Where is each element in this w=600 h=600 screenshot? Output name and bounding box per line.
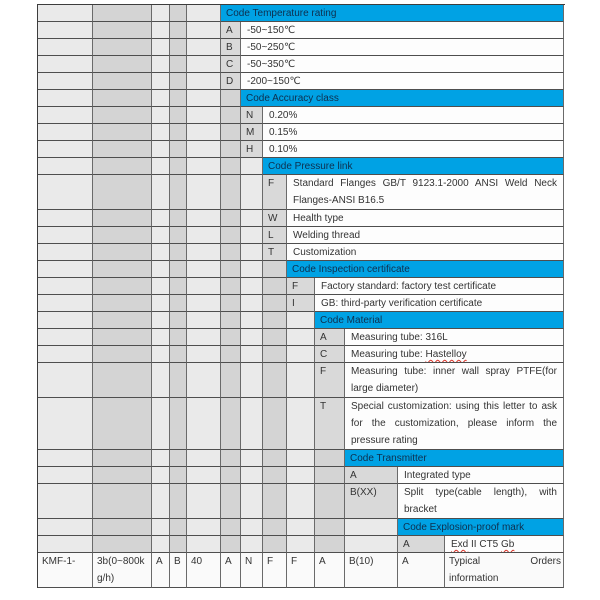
desc-cell: GB: third-party verification certificate	[315, 295, 564, 312]
empty-cell	[241, 244, 263, 261]
empty-cell	[241, 261, 263, 278]
empty-cell	[93, 227, 152, 244]
empty-cell	[38, 278, 93, 295]
example-cell: F	[263, 553, 287, 588]
empty-cell	[221, 175, 241, 210]
empty-cell	[187, 124, 221, 141]
empty-cell	[170, 5, 187, 22]
empty-cell	[187, 346, 221, 363]
empty-cell	[170, 329, 187, 346]
empty-cell	[93, 158, 152, 175]
empty-cell	[241, 295, 263, 312]
empty-cell	[170, 450, 187, 467]
section-header-row	[38, 519, 565, 536]
empty-cell	[221, 312, 241, 329]
option-row	[38, 363, 565, 398]
example-cell: A	[221, 553, 241, 588]
empty-cell	[187, 22, 221, 39]
empty-cell	[263, 329, 287, 346]
empty-cell	[241, 484, 263, 519]
code-cell: L	[263, 227, 287, 244]
empty-cell	[170, 536, 187, 553]
empty-cell	[345, 536, 398, 553]
code-cell: B	[221, 39, 241, 56]
desc-cell: Exd II CT5 Gb	[445, 536, 564, 553]
empty-cell	[38, 363, 93, 398]
empty-cell	[170, 467, 187, 484]
example-cell: Typical Orders information	[445, 553, 564, 588]
empty-cell	[170, 244, 187, 261]
empty-cell	[152, 450, 170, 467]
option-row	[38, 398, 565, 450]
empty-cell	[170, 312, 187, 329]
empty-cell	[315, 450, 345, 467]
empty-cell	[221, 329, 241, 346]
empty-cell	[38, 227, 93, 244]
empty-cell	[263, 278, 287, 295]
option-row	[38, 244, 565, 261]
empty-cell	[287, 519, 315, 536]
empty-cell	[93, 484, 152, 519]
empty-cell	[152, 158, 170, 175]
empty-cell	[93, 536, 152, 553]
empty-cell	[315, 484, 345, 519]
empty-cell	[38, 107, 93, 124]
desc-cell: -50~250℃	[241, 39, 564, 56]
empty-cell	[187, 450, 221, 467]
code-cell: T	[315, 398, 345, 450]
empty-cell	[187, 244, 221, 261]
empty-cell	[241, 329, 263, 346]
option-row	[38, 346, 565, 363]
desc-cell: 0.15%	[263, 124, 564, 141]
empty-cell	[170, 158, 187, 175]
section-header-row	[38, 312, 565, 329]
option-row	[38, 227, 565, 244]
empty-cell	[187, 158, 221, 175]
empty-cell	[315, 519, 345, 536]
empty-cell	[287, 467, 315, 484]
empty-cell	[287, 398, 315, 450]
empty-cell	[187, 398, 221, 450]
empty-cell	[93, 450, 152, 467]
empty-cell	[93, 56, 152, 73]
code-cell: T	[263, 244, 287, 261]
option-row	[38, 141, 565, 158]
empty-cell	[93, 519, 152, 536]
section-header: Code Explosion-proof mark	[398, 519, 564, 536]
empty-cell	[221, 450, 241, 467]
empty-cell	[93, 312, 152, 329]
empty-cell	[93, 278, 152, 295]
empty-cell	[221, 124, 241, 141]
empty-cell	[170, 261, 187, 278]
section-header: Code Transmitter	[345, 450, 564, 467]
empty-cell	[241, 158, 263, 175]
empty-cell	[263, 536, 287, 553]
code-cell: F	[315, 363, 345, 398]
empty-cell	[152, 175, 170, 210]
code-cell: C	[221, 56, 241, 73]
empty-cell	[187, 56, 221, 73]
code-cell: A	[221, 22, 241, 39]
empty-cell	[241, 536, 263, 553]
empty-cell	[38, 5, 93, 22]
empty-cell	[152, 210, 170, 227]
empty-cell	[152, 484, 170, 519]
empty-cell	[287, 484, 315, 519]
section-header: Code Pressure link	[263, 158, 564, 175]
empty-cell	[152, 519, 170, 536]
empty-cell	[93, 107, 152, 124]
empty-cell	[38, 124, 93, 141]
empty-cell	[221, 467, 241, 484]
empty-cell	[170, 124, 187, 141]
empty-cell	[263, 450, 287, 467]
empty-cell	[221, 398, 241, 450]
empty-cell	[287, 450, 315, 467]
empty-cell	[221, 346, 241, 363]
misspelled-word: Gb	[501, 539, 515, 550]
empty-cell	[187, 278, 221, 295]
option-row	[38, 210, 565, 227]
empty-cell	[187, 90, 221, 107]
code-cell: A	[398, 536, 445, 553]
empty-cell	[187, 261, 221, 278]
example-cell: A	[152, 553, 170, 588]
empty-cell	[187, 175, 221, 210]
empty-cell	[93, 39, 152, 56]
empty-cell	[241, 175, 263, 210]
empty-cell	[241, 210, 263, 227]
empty-cell	[187, 329, 221, 346]
desc-cell: Integrated type	[398, 467, 564, 484]
empty-cell	[263, 519, 287, 536]
empty-cell	[93, 467, 152, 484]
empty-cell	[38, 467, 93, 484]
empty-cell	[152, 22, 170, 39]
empty-cell	[93, 398, 152, 450]
selection-table	[37, 4, 565, 588]
section-header: Code Material	[315, 312, 564, 329]
empty-cell	[93, 244, 152, 261]
code-cell: I	[287, 295, 315, 312]
empty-cell	[187, 484, 221, 519]
empty-cell	[187, 519, 221, 536]
code-cell: M	[241, 124, 263, 141]
empty-cell	[263, 261, 287, 278]
empty-cell	[221, 244, 241, 261]
empty-cell	[152, 39, 170, 56]
empty-cell	[38, 536, 93, 553]
empty-cell	[263, 363, 287, 398]
empty-cell	[152, 312, 170, 329]
empty-cell	[93, 124, 152, 141]
empty-cell	[187, 210, 221, 227]
empty-cell	[152, 363, 170, 398]
empty-cell	[170, 227, 187, 244]
section-header: Code Inspection certificate	[287, 261, 564, 278]
misspelled-word: Hastelloy	[425, 349, 467, 360]
empty-cell	[152, 73, 170, 90]
empty-cell	[93, 346, 152, 363]
empty-cell	[221, 519, 241, 536]
empty-cell	[152, 467, 170, 484]
option-row	[38, 329, 565, 346]
empty-cell	[38, 90, 93, 107]
empty-cell	[38, 175, 93, 210]
desc-cell: Customization	[287, 244, 564, 261]
example-cell: 3b(0~800k g/h)	[93, 553, 152, 588]
empty-cell	[152, 124, 170, 141]
desc-cell: -200~150℃	[241, 73, 564, 90]
empty-cell	[38, 141, 93, 158]
misspelled-word: Exd	[451, 539, 469, 550]
empty-cell	[221, 363, 241, 398]
option-row	[38, 175, 565, 210]
empty-cell	[187, 227, 221, 244]
empty-cell	[187, 363, 221, 398]
empty-cell	[170, 346, 187, 363]
empty-cell	[241, 312, 263, 329]
empty-cell	[241, 346, 263, 363]
code-cell: A	[315, 329, 345, 346]
empty-cell	[170, 519, 187, 536]
empty-cell	[38, 398, 93, 450]
empty-cell	[38, 22, 93, 39]
empty-cell	[38, 450, 93, 467]
empty-cell	[170, 398, 187, 450]
option-row	[38, 278, 565, 295]
empty-cell	[263, 295, 287, 312]
empty-cell	[170, 56, 187, 73]
empty-cell	[152, 90, 170, 107]
empty-cell	[152, 278, 170, 295]
empty-cell	[152, 346, 170, 363]
code-cell: B(XX)	[345, 484, 398, 519]
empty-cell	[187, 5, 221, 22]
empty-cell	[287, 312, 315, 329]
option-row	[38, 56, 565, 73]
empty-cell	[38, 244, 93, 261]
empty-cell	[241, 519, 263, 536]
empty-cell	[170, 484, 187, 519]
empty-cell	[221, 536, 241, 553]
empty-cell	[93, 363, 152, 398]
empty-cell	[263, 398, 287, 450]
empty-cell	[152, 329, 170, 346]
empty-cell	[221, 210, 241, 227]
section-header: Code Accuracy class	[241, 90, 564, 107]
empty-cell	[187, 467, 221, 484]
empty-cell	[38, 73, 93, 90]
desc-cell: Welding thread	[287, 227, 564, 244]
empty-cell	[170, 90, 187, 107]
desc-cell: Special customization: using this letter to ask for the customization, please inform the pressure rating	[345, 398, 564, 450]
empty-cell	[152, 141, 170, 158]
desc-cell: Measuring tube: inner wall spray PTFE(for large diameter)	[345, 363, 564, 398]
empty-cell	[221, 295, 241, 312]
code-cell: N	[241, 107, 263, 124]
empty-cell	[170, 73, 187, 90]
empty-cell	[187, 107, 221, 124]
empty-cell	[38, 346, 93, 363]
empty-cell	[315, 467, 345, 484]
code-cell: F	[287, 278, 315, 295]
empty-cell	[152, 107, 170, 124]
empty-cell	[263, 484, 287, 519]
empty-cell	[93, 90, 152, 107]
empty-cell	[221, 484, 241, 519]
example-cell: N	[241, 553, 263, 588]
empty-cell	[170, 295, 187, 312]
empty-cell	[287, 363, 315, 398]
empty-cell	[152, 227, 170, 244]
code-cell: H	[241, 141, 263, 158]
empty-cell	[152, 244, 170, 261]
empty-cell	[187, 295, 221, 312]
code-cell: A	[345, 467, 398, 484]
empty-cell	[187, 536, 221, 553]
empty-cell	[152, 536, 170, 553]
empty-cell	[93, 295, 152, 312]
empty-cell	[263, 467, 287, 484]
empty-cell	[170, 363, 187, 398]
empty-cell	[287, 329, 315, 346]
empty-cell	[152, 56, 170, 73]
empty-cell	[93, 5, 152, 22]
option-row	[38, 295, 565, 312]
section-header-row	[38, 261, 565, 278]
empty-cell	[93, 210, 152, 227]
empty-cell	[221, 90, 241, 107]
empty-cell	[38, 261, 93, 278]
empty-cell	[38, 210, 93, 227]
example-cell: B(10)	[345, 553, 398, 588]
empty-cell	[93, 141, 152, 158]
section-header-row	[38, 90, 565, 107]
empty-cell	[241, 363, 263, 398]
option-row	[38, 124, 565, 141]
section-header-row	[38, 158, 565, 175]
option-row	[38, 73, 565, 90]
empty-cell	[170, 39, 187, 56]
empty-cell	[152, 261, 170, 278]
empty-cell	[93, 329, 152, 346]
desc-cell: Health type	[287, 210, 564, 227]
example-cell: A	[398, 553, 445, 588]
empty-cell	[221, 261, 241, 278]
empty-cell	[241, 227, 263, 244]
code-cell: D	[221, 73, 241, 90]
empty-cell	[287, 346, 315, 363]
desc-cell: -50~150℃	[241, 22, 564, 39]
desc-cell: Standard Flanges GB/T 9123.1-2000 ANSI Weld Neck Flanges-ANSI B16.5	[287, 175, 564, 210]
section-header: Code Temperature rating	[221, 5, 564, 22]
desc-cell: Measuring tube: 316L	[345, 329, 564, 346]
empty-cell	[221, 107, 241, 124]
empty-cell	[93, 22, 152, 39]
example-cell: A	[315, 553, 345, 588]
empty-cell	[263, 346, 287, 363]
empty-cell	[241, 278, 263, 295]
desc-cell: Split type(cable length), with bracket	[398, 484, 564, 519]
empty-cell	[287, 536, 315, 553]
desc-cell: Factory standard: factory test certificate	[315, 278, 564, 295]
empty-cell	[187, 39, 221, 56]
option-row	[38, 484, 565, 519]
empty-cell	[152, 5, 170, 22]
code-cell: W	[263, 210, 287, 227]
empty-cell	[38, 519, 93, 536]
empty-cell	[170, 278, 187, 295]
option-row	[38, 536, 565, 553]
empty-cell	[93, 175, 152, 210]
empty-cell	[38, 295, 93, 312]
example-row	[38, 553, 565, 588]
empty-cell	[187, 73, 221, 90]
empty-cell	[152, 295, 170, 312]
desc-cell: 0.20%	[263, 107, 564, 124]
empty-cell	[241, 467, 263, 484]
empty-cell	[38, 329, 93, 346]
option-row	[38, 39, 565, 56]
code-cell: C	[315, 346, 345, 363]
code-cell: F	[263, 175, 287, 210]
empty-cell	[170, 22, 187, 39]
desc-cell: -50~350℃	[241, 56, 564, 73]
option-row	[38, 107, 565, 124]
empty-cell	[38, 484, 93, 519]
empty-cell	[263, 312, 287, 329]
empty-cell	[93, 73, 152, 90]
section-header-row	[38, 450, 565, 467]
empty-cell	[221, 158, 241, 175]
empty-cell	[221, 141, 241, 158]
example-cell: 40	[187, 553, 221, 588]
example-cell: KMF-1-	[38, 553, 93, 588]
option-row	[38, 467, 565, 484]
empty-cell	[170, 210, 187, 227]
desc-cell: 0.10%	[263, 141, 564, 158]
empty-cell	[345, 519, 398, 536]
example-cell: F	[287, 553, 315, 588]
empty-cell	[38, 39, 93, 56]
empty-cell	[221, 278, 241, 295]
empty-cell	[93, 261, 152, 278]
example-cell: B	[170, 553, 187, 588]
empty-cell	[241, 398, 263, 450]
option-row	[38, 22, 565, 39]
section-header-row	[38, 5, 565, 22]
empty-cell	[38, 312, 93, 329]
empty-cell	[152, 398, 170, 450]
empty-cell	[221, 227, 241, 244]
empty-cell	[170, 175, 187, 210]
empty-cell	[315, 536, 345, 553]
empty-cell	[38, 158, 93, 175]
empty-cell	[38, 56, 93, 73]
empty-cell	[170, 141, 187, 158]
empty-cell	[187, 312, 221, 329]
empty-cell	[187, 141, 221, 158]
desc-cell: Measuring tube: Hastelloy	[345, 346, 564, 363]
empty-cell	[170, 107, 187, 124]
empty-cell	[241, 450, 263, 467]
